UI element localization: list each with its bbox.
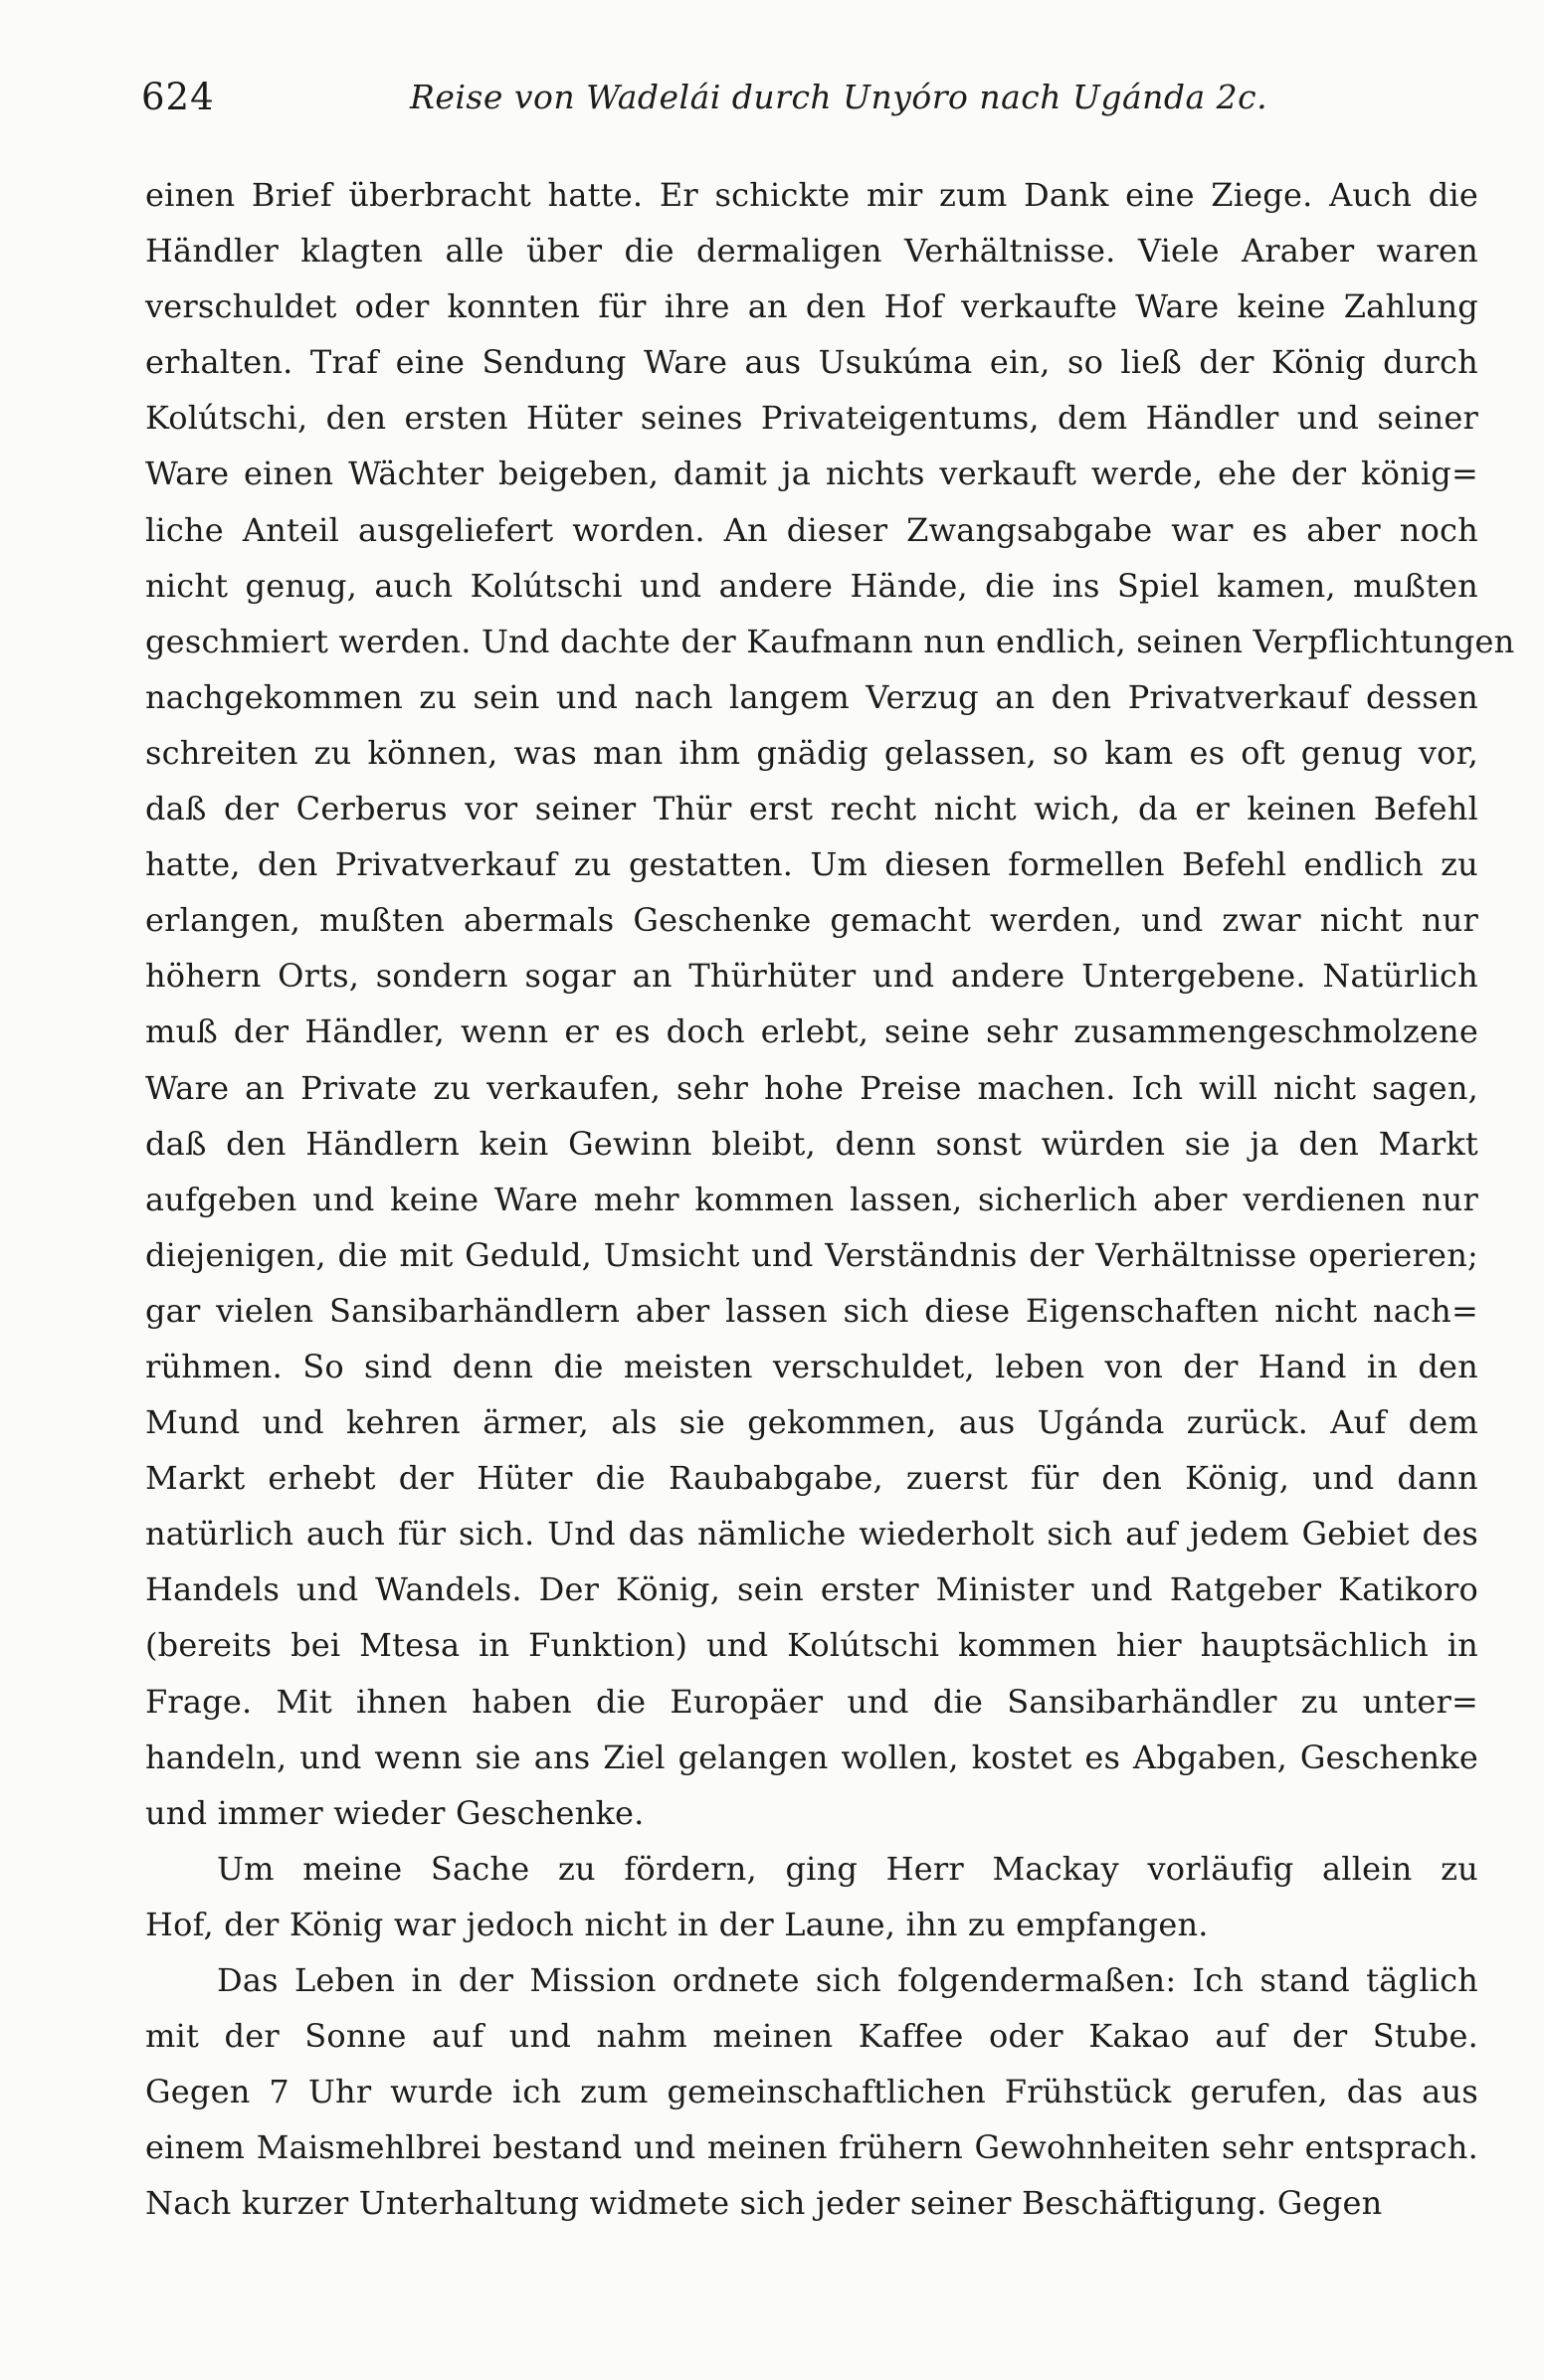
text-line: mit der Sonne auf und nahm meinen Kaffee oder Kakao auf der Stube. [145,2017,1478,2056]
text-line: schreiten zu können, was man ihm gnädig gelassen, so kam es oft genug vor, [145,733,1478,772]
text-line: aufgeben und keine Ware mehr kommen lassen, sicherlich aber verdienen nur [145,1180,1478,1218]
page-header [141,76,1474,135]
text-line: nachgekommen zu sein und nach langem Verzug an den Privatverkauf dessen [145,677,1478,716]
page-number: 624 [141,76,215,118]
text-line: nicht genug, auch Kolútschi und andere Hände, die ins Spiel kamen, mußten [145,566,1478,605]
text-line: und immer wieder Geschenke. [145,1793,645,1832]
text-line: (bereits bei Mtesa in Funktion) und Kolútschi kommen hier hauptsächlich in [145,1626,1478,1665]
text-line: Kolútschi, den ersten Hüter seines Privateigentums, dem Händler und seiner [145,399,1478,438]
text-line: erlangen, mußten abermals Geschenke gemacht werden, und zwar nicht nur [145,901,1478,940]
text-line: geschmiert werden. Und dachte der Kaufmann nun endlich, seinen Verpflichtungen [145,622,1515,660]
text-line: rühmen. So sind denn die meisten verschuldet, leben von der Hand in den [145,1347,1478,1385]
text-line: natürlich auch für sich. Und das nämliche wiederholt sich auf jedem Gebiet des [145,1515,1478,1554]
text-line: hatte, den Privatverkauf zu gestatten. Um diesen formellen Befehl endlich zu [145,845,1478,884]
text-line: diejenigen, die mit Geduld, Umsicht und Verständnis der Verhältnisse operieren; [145,1235,1478,1274]
text-line: Ware einen Wächter beigeben, damit ja nichts verkauft werde, ehe der könig= [145,455,1478,493]
text-line: einem Maismehlbrei bestand und meinen frühern Gewohnheiten sehr entsprach. [145,2128,1478,2167]
text-line: daß der Cerberus vor seiner Thür erst recht nicht wich, da er keinen Befehl [145,790,1478,828]
text-line: verschuldet oder konnten für ihre an den Hof verkaufte Ware keine Zahlung [145,287,1478,326]
text-line: daß den Händlern kein Gewinn bleibt, denn sonst würden sie ja den Markt [145,1124,1478,1163]
paragraph [145,1952,1478,2231]
text-line: Um meine Sache zu fördern, ging Herr Mackay vorläufig allein zu [217,1849,1478,1888]
text-line: handeln, und wenn sie ans Ziel gelangen wollen, kostet es Abgaben, Geschenke [145,1738,1478,1776]
text-line: Händler klagten alle über die dermaligen Verhältnisse. Viele Araber waren [145,232,1478,271]
text-line: höhern Orts, sondern sogar an Thürhüter und andere Untergebene. Natürlich [145,957,1478,996]
text-line: Ware an Private zu verkaufen, sehr hohe Preise machen. Ich will nicht sagen, [145,1068,1478,1107]
text-line: Hof, der König war jedoch nicht in der Laune, ihn zu empfangen. [145,1905,1209,1943]
paragraph [145,167,1515,1841]
text-line: Markt erhebt der Hüter die Raubabgabe, zuerst für den König, und dann [145,1459,1478,1498]
text-line: liche Anteil ausgeliefert worden. An dieser Zwangsabgabe war es aber noch [145,510,1478,549]
text-line: muß der Händler, wenn er es doch erlebt, seine sehr zusammengeschmolzene [145,1012,1478,1051]
text-line: Frage. Mit ihnen haben die Europäer und die Sansibarhändler zu unter= [145,1682,1478,1721]
text-line: Mund und kehren ärmer, als sie gekommen, aus Ugánda zurück. Auf dem [145,1403,1478,1442]
text-line: erhalten. Traf eine Sendung Ware aus Usukúma ein, so ließ der König durch [145,343,1478,382]
text-line: Nach kurzer Unterhaltung widmete sich jeder seiner Beschäftigung. Gegen [145,2184,1383,2223]
text-line: Handels und Wandels. Der König, sein erster Minister und Ratgeber Katikoro [145,1570,1478,1609]
body-text [145,167,1515,2231]
text-line: einen Brief überbracht hatte. Er schickte mir zum Dank eine Ziege. Auch die [145,176,1478,214]
text-line: Gegen 7 Uhr wurde ich zum gemeinschaftlichen Frühstück gerufen, das aus [145,2073,1478,2111]
text-line: gar vielen Sansibarhändlern aber lassen sich diese Eigenschaften nicht nach= [145,1291,1478,1330]
paragraph [145,1841,1478,1952]
text-line: Das Leben in der Mission ordnete sich folgendermaßen: Ich stand täglich [217,1961,1478,1999]
running-head: Reise von Wadelái durch Unyóro nach Ugánda 2c. [410,78,1268,116]
